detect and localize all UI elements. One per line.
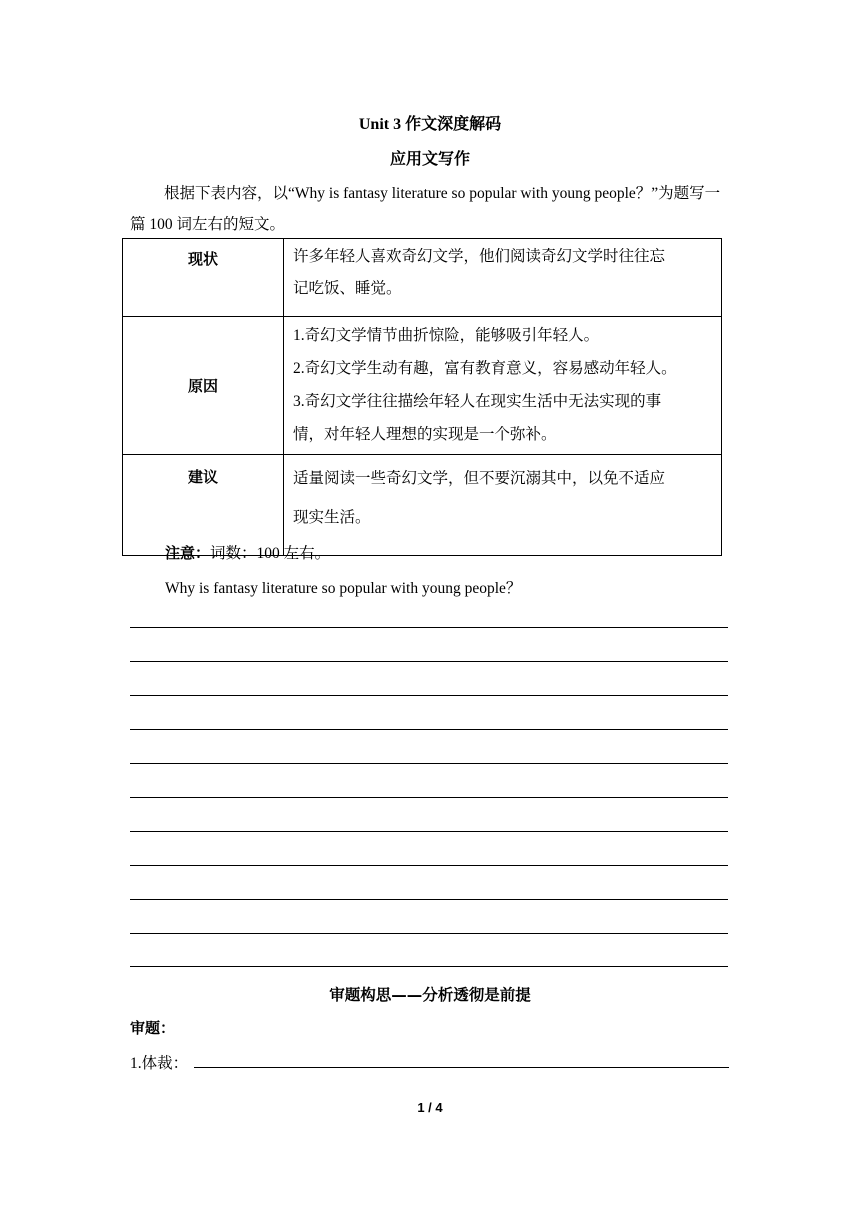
writing-line[interactable] — [130, 797, 728, 798]
writing-line[interactable] — [130, 661, 728, 662]
row-label: 原因 — [123, 317, 284, 455]
note-label: 注意： — [165, 544, 211, 562]
writing-line[interactable] — [130, 933, 728, 934]
essay-prompt: Why is fantasy literature so popular with young people？ — [165, 580, 522, 597]
row-content — [284, 455, 722, 556]
table-row — [123, 317, 722, 455]
row-label: 建议 — [123, 455, 284, 556]
writing-line[interactable] — [130, 899, 728, 900]
row-content-line: 记吃饭、睡觉。 — [293, 280, 402, 297]
page-title: Unit 3 作文深度解码 — [358, 116, 502, 133]
row-content-line: 2.奇幻文学生动有趣，富有教育意义，容易感动年轻人。 — [293, 360, 677, 377]
instruction-paragraph — [130, 178, 730, 240]
table-row — [123, 239, 722, 317]
row-content — [284, 317, 722, 455]
row-content-line: 情，对年轻人理想的实现是一个弥补。 — [293, 426, 557, 443]
row-content-line: 许多年轻人喜欢奇幻文学，他们阅读奇幻文学时往往忘 — [293, 248, 666, 265]
note-line — [165, 541, 330, 563]
writing-line[interactable] — [130, 695, 728, 696]
instruction-text: 根据下表内容，以“Why is fantasy literature so popular with young people？”为题写一篇 100 词左右的短文。 — [130, 185, 721, 233]
writing-line[interactable] — [130, 763, 728, 764]
writing-line[interactable] — [130, 966, 728, 967]
page-subtitle: 应用文写作 — [389, 149, 470, 168]
row-content-line: 适量阅读一些奇幻文学，但不要沉溺其中，以免不适应 — [293, 470, 666, 487]
writing-line[interactable] — [130, 729, 728, 730]
row-content-line: 3.奇幻文学往往描绘年轻人在现实生活中无法实现的事 — [293, 393, 662, 410]
row-content-line: 1.奇幻文学情节曲折惊险，能够吸引年轻人。 — [293, 327, 600, 344]
row-label: 现状 — [123, 239, 284, 317]
row-content — [284, 239, 722, 317]
writing-line[interactable] — [130, 865, 728, 866]
genre-label: 1.体裁： — [130, 1055, 189, 1072]
writing-line[interactable] — [130, 627, 728, 628]
section-title: 审题构思——分析透彻是前提 — [329, 986, 531, 1004]
review-label: 审题： — [130, 1019, 176, 1037]
genre-answer-line[interactable] — [194, 1067, 729, 1068]
note-text: 词数：100 左右。 — [210, 545, 331, 562]
row-content-line: 现实生活。 — [293, 509, 371, 526]
info-table — [122, 238, 722, 556]
writing-line[interactable] — [130, 831, 728, 832]
page-number: 1 / 4 — [417, 1100, 443, 1115]
